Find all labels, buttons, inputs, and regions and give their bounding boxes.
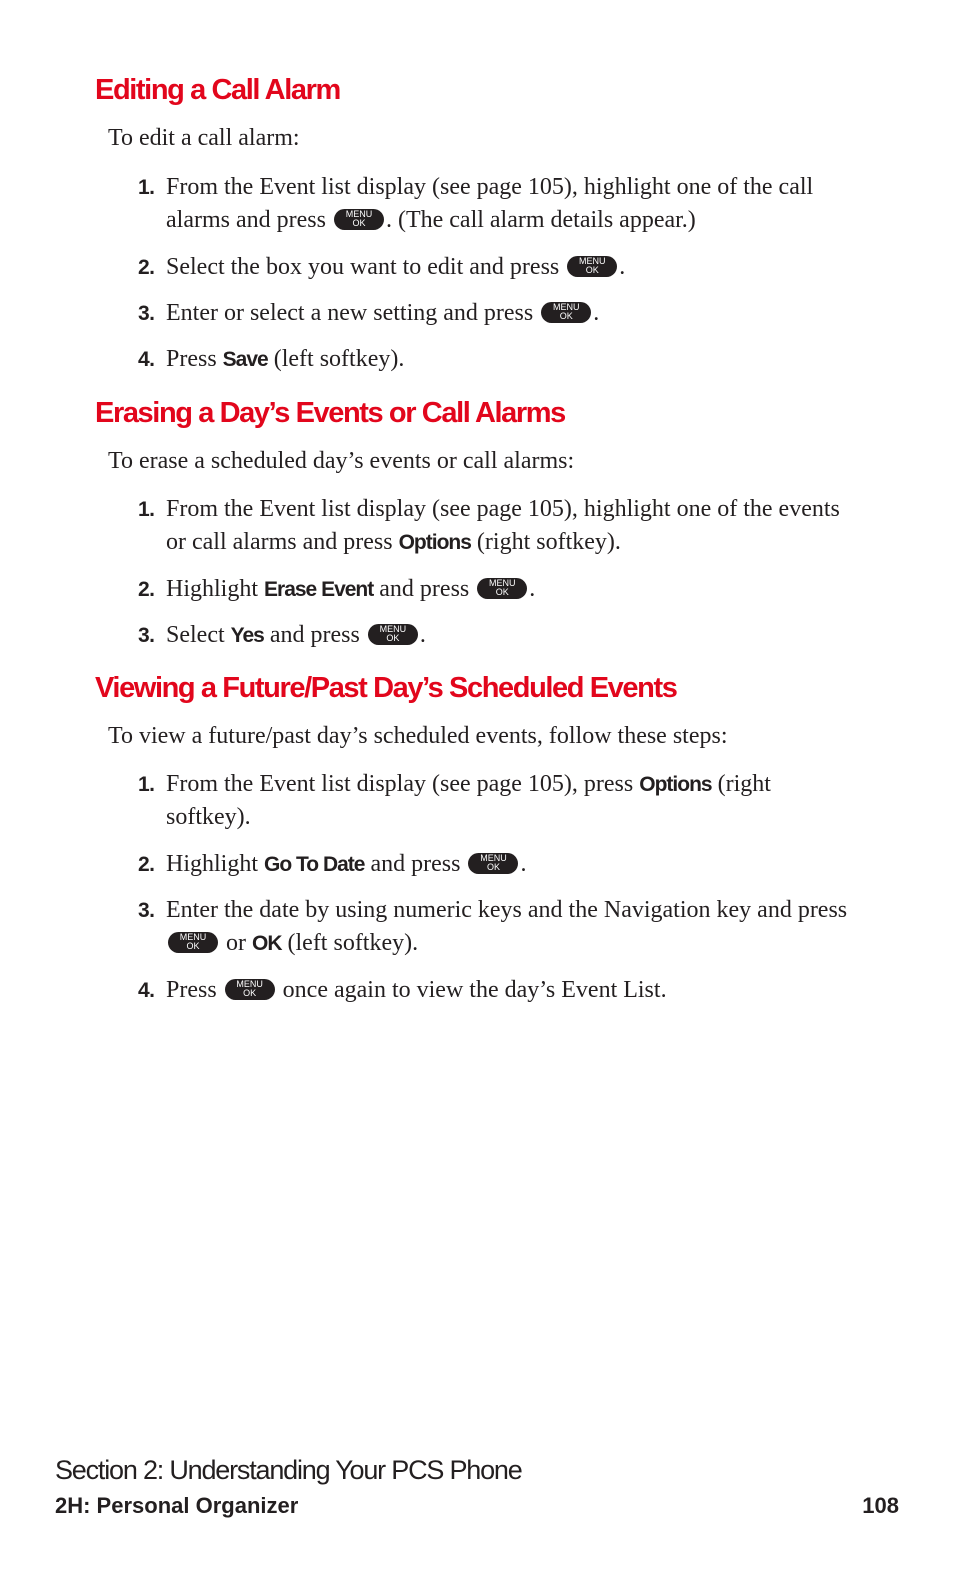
step-number: 3.	[138, 899, 155, 922]
step-item	[138, 768, 848, 834]
step-text: Highlight Go To Date and press MENU OK .	[166, 851, 527, 877]
step-item	[138, 297, 848, 330]
softkey-label: Options	[639, 773, 712, 796]
step-item	[138, 619, 848, 652]
page-number: 108	[862, 1493, 899, 1518]
step-text: Select the box you want to edit and press MENU OK .	[166, 254, 626, 280]
heading-erasing-events: Erasing a Day’s Events or Call Alarms	[95, 397, 565, 429]
menu-ok-key-icon: MENU OK	[225, 979, 275, 1000]
softkey-label: Save	[222, 348, 268, 371]
step-number: 1.	[138, 773, 155, 796]
menu-ok-key-icon: MENU OK	[541, 302, 591, 323]
step-item	[138, 894, 848, 960]
intro-text: To view a future/past day’s scheduled events, follow these steps:	[108, 723, 728, 749]
step-number: 4.	[138, 979, 155, 1002]
step-number: 4.	[138, 348, 155, 371]
step-item	[138, 343, 848, 376]
menu-option-label: Erase Event	[264, 578, 374, 601]
heading-editing-call-alarm: Editing a Call Alarm	[95, 74, 340, 106]
menu-ok-key-icon: MENU OK	[477, 578, 527, 599]
menu-ok-key-icon: MENU OK	[567, 256, 617, 277]
menu-option-label: Yes	[230, 624, 264, 647]
step-number: 1.	[138, 498, 155, 521]
step-text: From the Event list display (see page 105), highlight one of the call alarms and press MENU OK . (The call alarm details appear.)	[166, 174, 814, 233]
menu-ok-key-icon: MENU OK	[468, 853, 518, 874]
step-text: Press Save (left softkey).	[166, 346, 405, 372]
menu-option-label: Go To Date	[264, 853, 365, 876]
step-number: 3.	[138, 624, 155, 647]
step-text: Highlight Erase Event and press MENU OK .	[166, 576, 536, 602]
menu-ok-key-icon: MENU OK	[368, 624, 418, 645]
softkey-label: Options	[398, 531, 471, 554]
menu-ok-key-icon: MENU OK	[334, 209, 384, 230]
step-item	[138, 573, 848, 606]
step-text: Enter the date by using numeric keys and the Navigation key and press MENU OK or OK (left softkey).	[166, 897, 848, 956]
step-text: From the Event list display (see page 105), press Options (right softkey).	[166, 771, 771, 830]
footer-section-title: Section 2: Understanding Your PCS Phone	[55, 1455, 522, 1485]
step-text: Enter or select a new setting and press MENU OK .	[166, 300, 600, 326]
step-item	[138, 251, 848, 284]
step-item	[138, 974, 848, 1007]
step-text: Select Yes and press MENU OK .	[166, 622, 426, 648]
step-number: 2.	[138, 578, 155, 601]
step-item	[138, 848, 848, 881]
softkey-label: OK	[252, 932, 282, 955]
step-number: 1.	[138, 176, 155, 199]
step-text: From the Event list display (see page 105), highlight one of the events or call alarms and press Options (right softkey).	[166, 496, 840, 555]
step-item	[138, 493, 848, 559]
footer-chapter-title: 2H: Personal Organizer	[55, 1493, 299, 1518]
heading-viewing-future-past: Viewing a Future/Past Day’s Scheduled Events	[95, 672, 677, 704]
step-number: 2.	[138, 256, 155, 279]
step-number: 2.	[138, 853, 155, 876]
step-text: Press MENU OK once again to view the day’s Event List.	[166, 977, 667, 1003]
menu-ok-key-icon: MENU OK	[168, 932, 218, 953]
intro-text: To edit a call alarm:	[108, 125, 300, 151]
intro-text: To erase a scheduled day’s events or call alarms:	[108, 448, 575, 474]
step-item	[138, 171, 848, 237]
step-number: 3.	[138, 302, 155, 325]
